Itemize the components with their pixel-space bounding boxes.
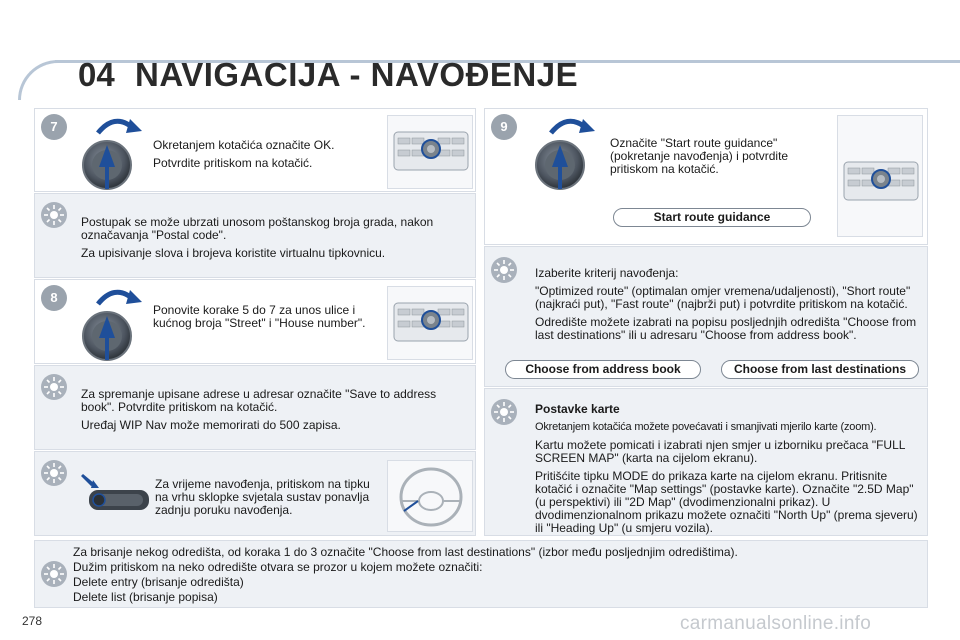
tip-2-text (81, 388, 471, 437)
bottom-line1: Za brisanje nekog odredišta, od koraka 1 do 3 označite "Choose from last destinations" (izbor među posljednjim odredištima). (73, 545, 738, 559)
lightbulb-icon (41, 202, 67, 228)
lightbulb-icon (491, 399, 517, 425)
bottom-line2: Dužim pritiskom na neko odredište otvara se prozor u kojem možete označiti: (73, 560, 483, 574)
tip-3-text (155, 478, 375, 522)
step-7-text (153, 139, 383, 175)
tip-5-line1: Okretanjem kotačića možete povećavati i smanjivati mjerilo karte (zoom). (535, 421, 877, 433)
step-8-line: Ponovite korake 5 do 7 za unos ulice i kućnog broja "Street" i "House number". (153, 303, 366, 330)
tip-4-line1: Izaberite kriterij navođenja: (535, 266, 679, 280)
rotary-knob-icon (533, 115, 603, 191)
radio-panel-image (837, 115, 923, 237)
step-7-line1: Okretanjem kotačića označite OK. (153, 138, 335, 152)
lightbulb-icon (41, 374, 67, 400)
bottom-line3: Delete entry (brisanje odredišta) (73, 575, 244, 589)
tip-3-line: Za vrijeme navođenja, pritiskom na tipku na vrhu sklopke svjetala sustav ponavlja zadnju poruku navođenja. (155, 477, 370, 517)
choose-from-last-destinations-button[interactable]: Choose from last destinations (721, 360, 919, 379)
bottom-line4: Delete list (brisanje popisa) (73, 590, 218, 604)
tip-2-line1: Za spremanje upisane adrese u adresar označite "Save to address book". Potvrdite pritiskom na kotačić. (81, 387, 437, 414)
tip-5-text (535, 403, 923, 540)
tip-5-heading: Postavke karte (535, 402, 620, 416)
tip-4-panel (484, 246, 928, 387)
rotary-knob-icon (80, 115, 150, 191)
step-9-text (610, 137, 825, 181)
header-corner (18, 60, 58, 100)
lightbulb-icon (41, 561, 67, 587)
tip-2-line2: Uređaj WIP Nav može memorirati do 500 zapisa. (81, 418, 341, 432)
tip-5-line3: Pritišćite tipku MODE do prikaza karte na cijelom ekranu. Pritisnite kotačić i označite "Map settings" (postavke karte). Označite "2.5D Map" (u perspektivi) ili "2D Map" (dvodimenzionalni prikaz). U dvodimenzionalnom prikazu možete označiti "North Up" (prema sjeveru) ili "Heading Up" (u smjeru vozila). (535, 469, 918, 535)
radio-panel-image (387, 115, 473, 189)
tip-3-panel (34, 451, 476, 536)
tip-4-line2: "Optimized route" (optimalan omjer vremena/udaljenosti), "Short route" (najkraći put), "Fast route" (najbrži put) i potvrdite pritiskom na kotačić. (535, 284, 911, 311)
lightbulb-icon (41, 460, 67, 486)
tip-1-text (81, 216, 471, 265)
bottom-tip-panel (34, 540, 928, 608)
tip-1-line2: Za upisivanje slova i brojeva koristite virtualnu tipkovnicu. (81, 246, 386, 260)
tip-5-line2: Kartu možete pomicati i izabrati njen smjer u izborniku prečaca "FULL SCREEN MAP" (karta na cijelom ekranu). (535, 438, 905, 465)
step-9-badge: 9 (491, 114, 517, 140)
step-8-badge: 8 (41, 285, 67, 311)
step-8-panel (34, 279, 476, 364)
lightbulb-icon (491, 257, 517, 283)
step-8-text (153, 304, 378, 335)
tip-4-text (535, 267, 920, 347)
start-route-guidance-button[interactable]: Start route guidance (613, 208, 811, 227)
rotary-knob-icon (80, 286, 150, 362)
steering-wheel-image (387, 460, 473, 532)
watermark: carmanualsonline.info (680, 613, 872, 634)
page-title: NAVIGACIJA - NAVOĐENJE (135, 56, 579, 93)
choose-from-address-book-button[interactable]: Choose from address book (505, 360, 701, 379)
tip-5-panel (484, 388, 928, 536)
tip-1-panel (34, 193, 476, 278)
radio-panel-image (387, 286, 473, 360)
chapter-number: 04 (78, 56, 115, 93)
step-7-badge: 7 (41, 114, 67, 140)
step-7-line2: Potvrdite pritiskom na kotačić. (153, 156, 313, 170)
page-number: 278 (22, 614, 43, 628)
bottom-tip-text (73, 546, 923, 606)
tip-4-line3: Odredište možete izabrati na popisu posljednjih odredišta "Choose from last destinations" ili u adresaru "Choose from address book". (535, 315, 917, 342)
tip-2-panel (34, 365, 476, 450)
step-7-panel (34, 108, 476, 192)
tip-1-line1: Postupak se može ubrzati unosom poštanskog broja grada, nakon označavanja "Postal code". (81, 215, 434, 242)
step-9-panel (484, 108, 928, 245)
light-stalk-icon (79, 472, 153, 518)
step-9-line: Označite "Start route guidance" (pokretanje navođenja) i potvrdite pritiskom na kotačić. (610, 136, 789, 176)
